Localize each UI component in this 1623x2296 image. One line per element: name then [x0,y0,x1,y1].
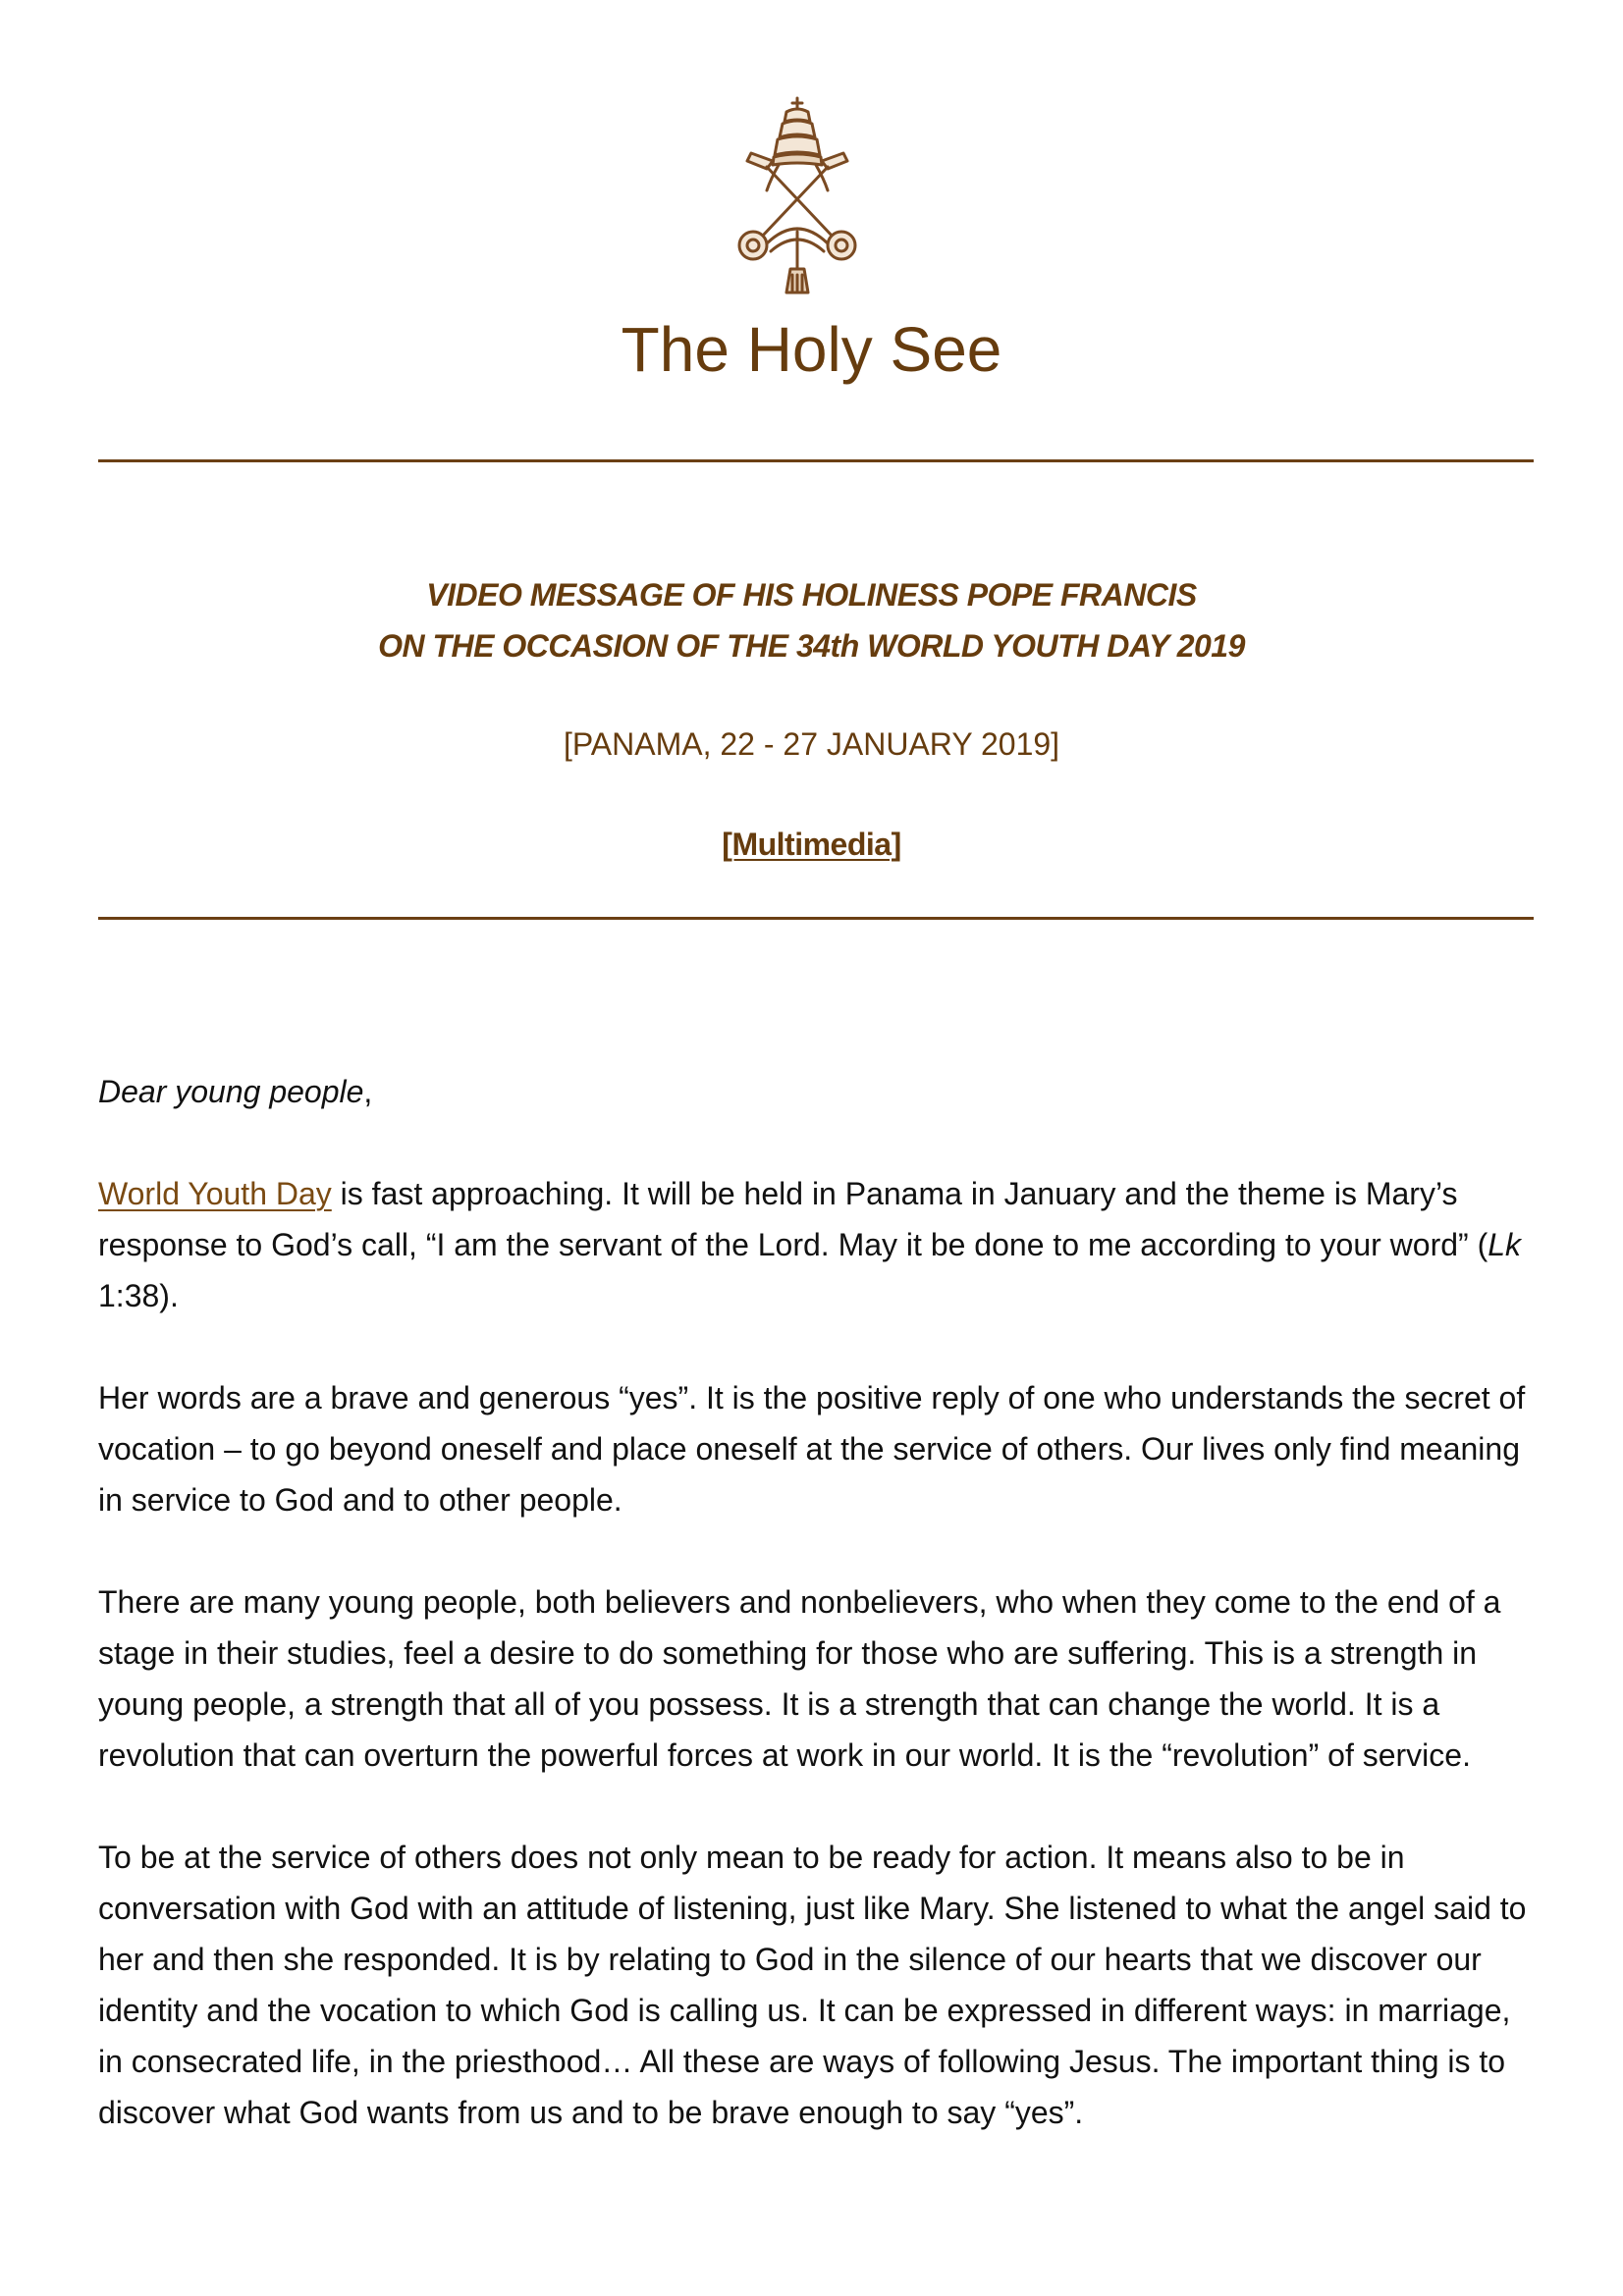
paragraph-3: There are many young people, both believers and nonbelievers, who when they come to the end of a stage in their studies, feel a desire to do something for those who are suffering. This is a strength in young people, a strength that all of you possess. It is a strength that can change the world. It is a revolution that can overturn the powerful forces at work in our world. It is the “revolution” of service. [98,1584,1501,1773]
message-body [98,1066,1534,2189]
heading-line-2: ON THE OCCASION OF THE 34th WORLD YOUTH DAY 2019 [378,628,1245,664]
document-heading [0,569,1623,671]
papal-keys-emblem-icon [728,96,867,300]
bottom-divider [98,917,1534,920]
site-title: The Holy See [621,314,1002,385]
dateline: [PANAMA, 22 - 27 JANUARY 2019] [563,726,1060,762]
paragraph-1-text-b: 1:38). [98,1278,179,1313]
multimedia-row [0,823,1623,866]
paragraph-1-text-a: is fast approaching. It will be held in Panama in January and the theme is Mary’s response to God’s call, “I am the servant of the Lord. May it be done to me according to your word” ( [98,1176,1488,1262]
scripture-ref-book: Lk [1488,1227,1522,1262]
multimedia-link[interactable]: [Multimedia] [722,827,901,862]
salutation-text: Dear young people [98,1074,364,1109]
top-divider [98,459,1534,462]
world-youth-day-link[interactable]: World Youth Day [98,1176,332,1211]
salutation-punct: , [363,1074,373,1109]
paragraph-1 [98,1168,1534,1321]
paragraph-4: To be at the service of others does not only mean to be ready for action. It means also to be in conversation with God with an attitude of listening, just like Mary. She listened to what the angel said to her and then she responded. It is by relating to God in the silence of our hearts that we discover our identity and the vocation to which God is calling us. It can be expressed in different ways: in marriage, in consecrated life, in the priesthood… All these are ways of following Jesus. The important thing is to discover what God wants from us and to be brave enough to say “yes”. [98,1840,1527,2130]
salutation [98,1066,1534,1117]
paragraph-2: Her words are a brave and generous “yes”. It is the positive reply of one who understands the secret of vocation – to go beyond oneself and place oneself at the service of others. Our lives only find meaning in service to God and to other people. [98,1380,1526,1518]
heading-line-1: VIDEO MESSAGE OF HIS HOLINESS POPE FRANCIS [426,577,1197,613]
